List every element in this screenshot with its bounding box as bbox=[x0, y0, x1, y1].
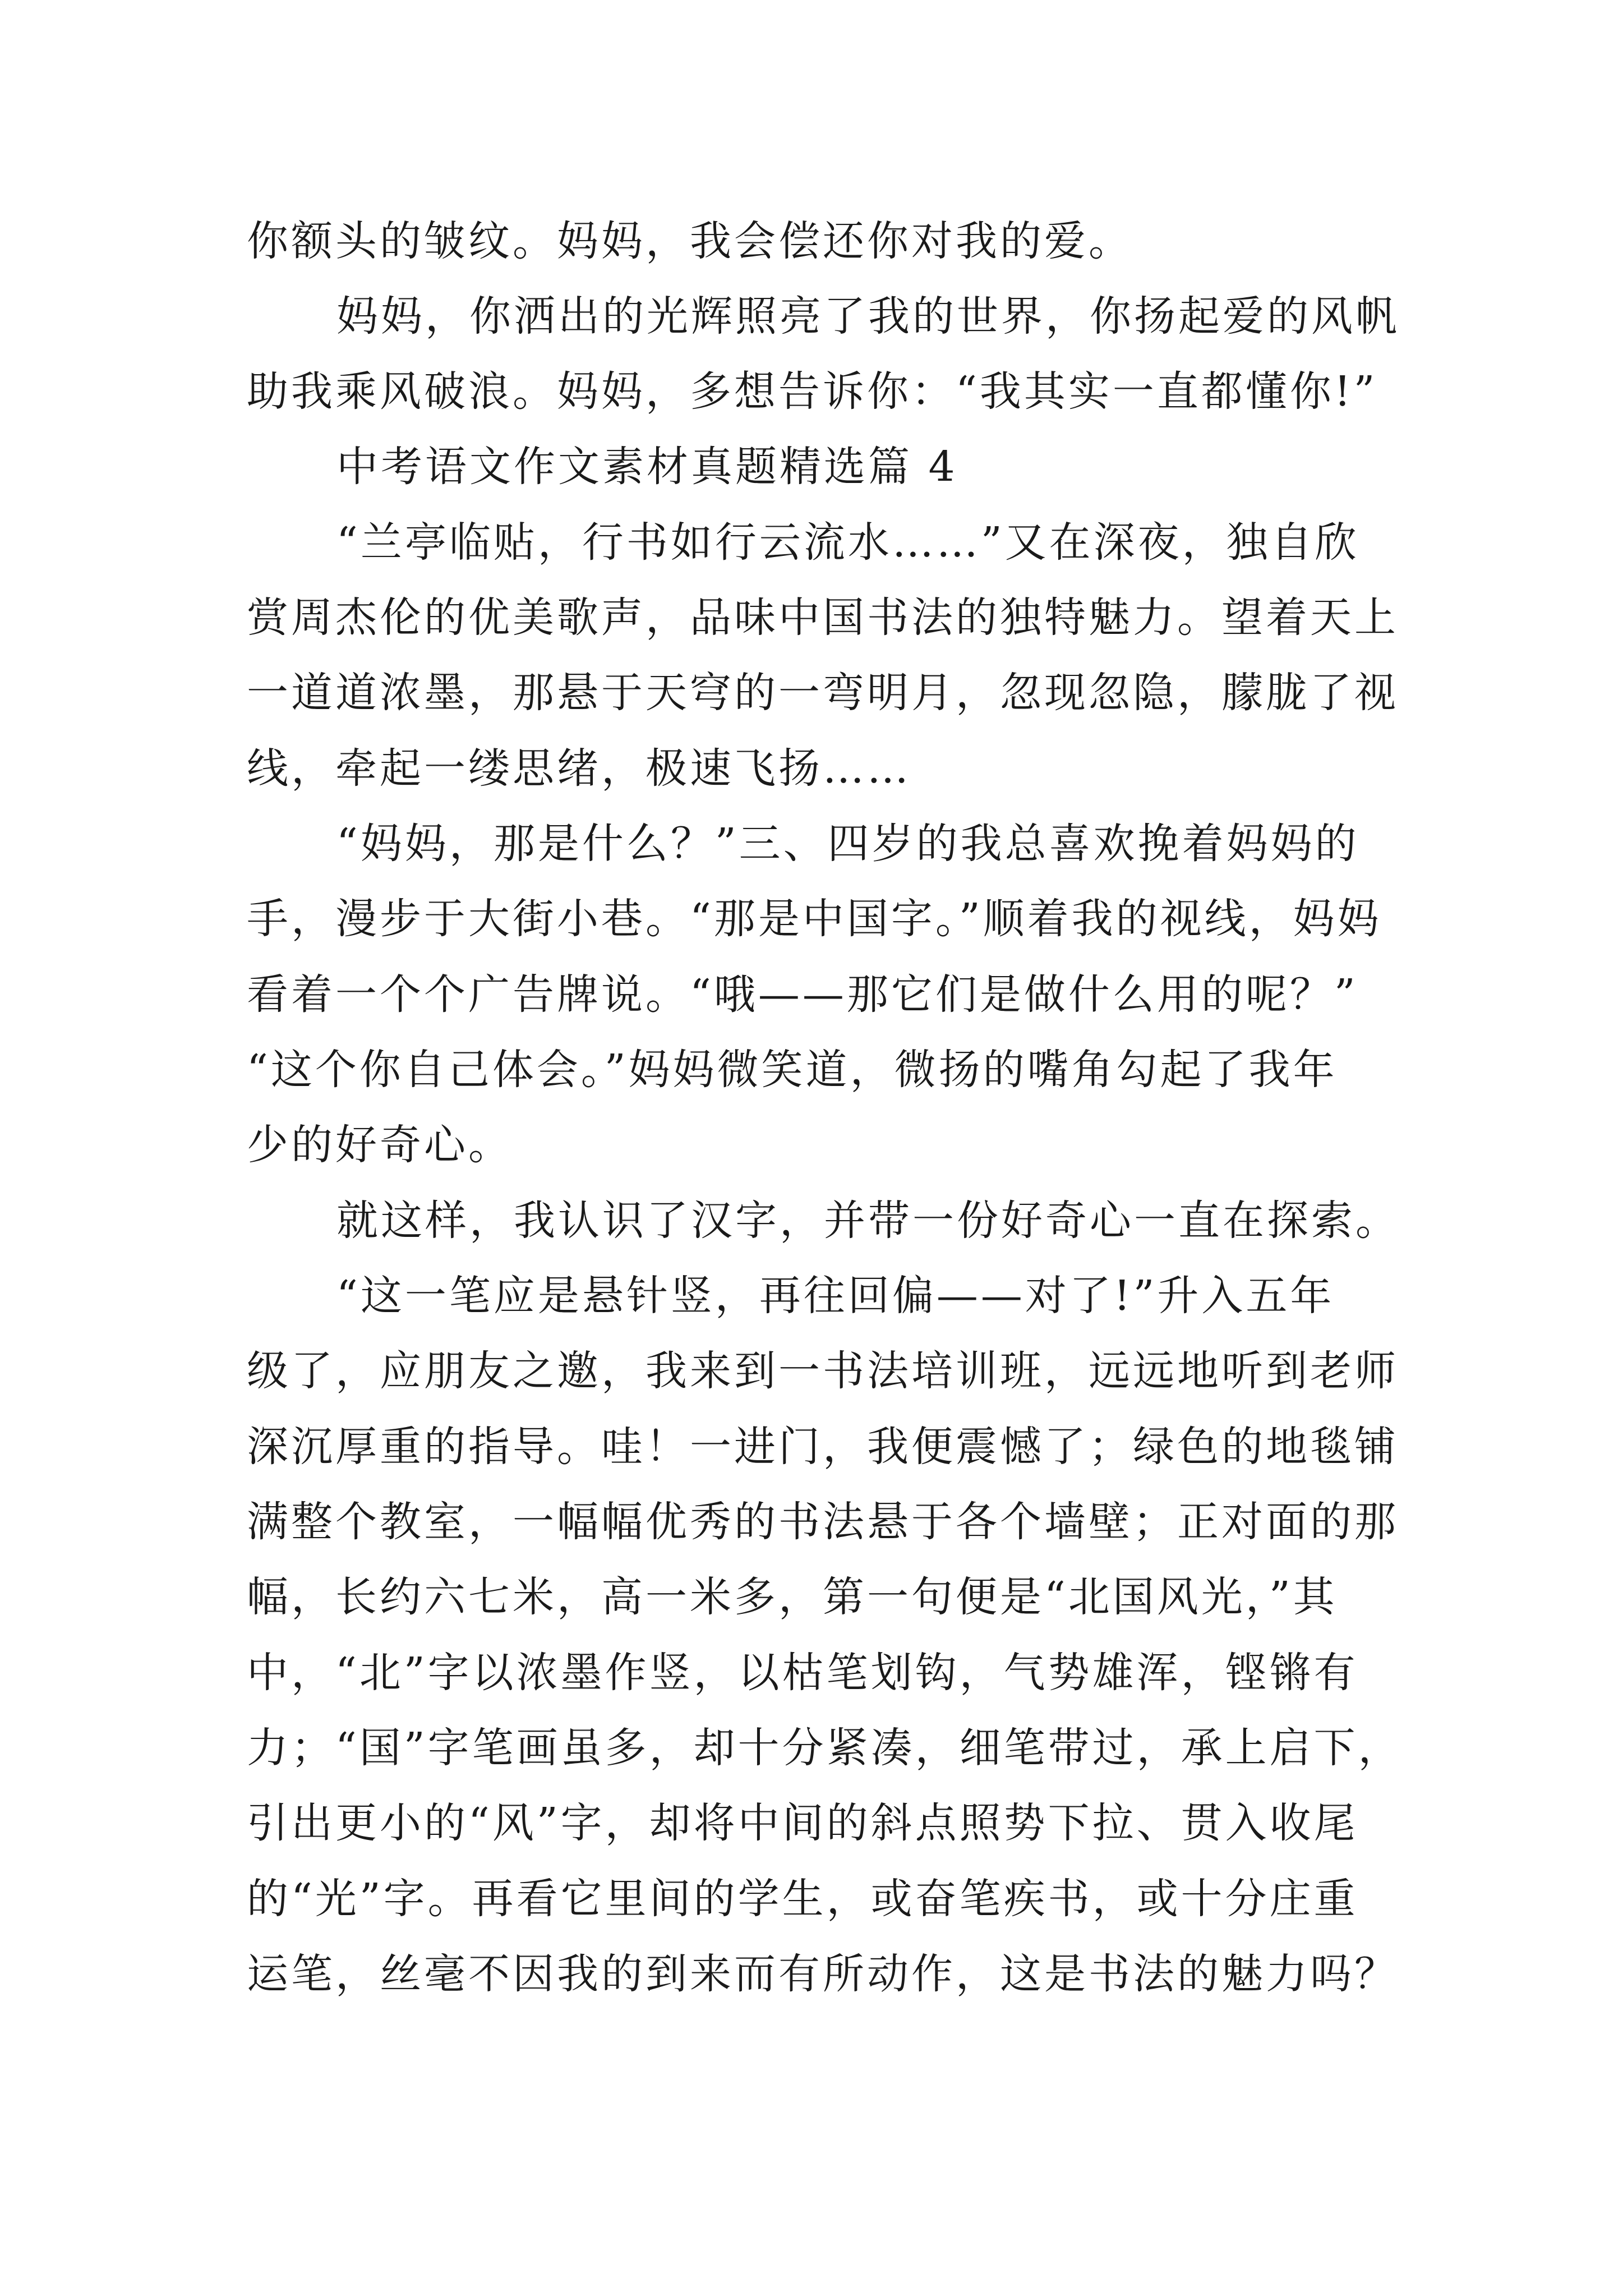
text-line: 满整个教室，一幅幅优秀的书法悬于各个墙壁；正对面的那 bbox=[247, 1498, 1399, 1546]
text-line: “这一笔应是悬针竖，再往回偏——对了!”升入五年 bbox=[336, 1272, 1335, 1320]
text-line: 运笔，丝毫不因我的到来而有所动作，这是书法的魅力吗？ bbox=[247, 1950, 1399, 1998]
text-line: 级了，应朋友之邀，我来到一书法培训班，远远地听到老师 bbox=[247, 1347, 1399, 1395]
text-line: 引出更小的“风”字，却将中间的斜点照势下拉、贯入收尾 bbox=[247, 1799, 1358, 1847]
text-line: “兰亭临贴，行书如行云流水……”又在深夜，独自欣 bbox=[336, 518, 1359, 567]
text-line: 就这样，我认识了汉字，并带一份好奇心一直在探索。 bbox=[336, 1197, 1400, 1245]
text-line: 深沉厚重的指导。哇！一进门，我便震憾了；绿色的地毯铺 bbox=[247, 1423, 1399, 1471]
text-line: 妈妈，你洒出的光辉照亮了我的世界，你扬起爱的风帆 bbox=[336, 292, 1400, 341]
text-line: 的“光”字。再看它里间的学生，或奋笔疾书，或十分庄重 bbox=[247, 1875, 1358, 1923]
text-line: 赏周杰伦的优美歌声，品味中国书法的独特魅力。望着天上 bbox=[247, 593, 1399, 642]
text-line: 手，漫步于大街小巷。“那是中国字。”顺着我的视线，妈妈 bbox=[247, 895, 1382, 943]
text-line: “这个你自己体会。”妈妈微笑道，微扬的嘴角勾起了我年 bbox=[247, 1046, 1338, 1094]
text-line: “妈妈，那是什么？”三、四岁的我总喜欢挽着妈妈的 bbox=[336, 820, 1359, 868]
text-line: 看着一个个广告牌说。“哦——那它们是做什么用的呢？” bbox=[247, 970, 1358, 1019]
text-line: 中，“北”字以浓墨作竖，以枯笔划钩，气势雄浑，铿锵有 bbox=[247, 1649, 1358, 1697]
section-heading: 中考语文作文素材真题精选篇 4 bbox=[336, 443, 958, 491]
text-line: 力；“国”字笔画虽多，却十分紧凑，细笔带过，承上启下， bbox=[247, 1724, 1403, 1772]
text-line: 幅，长约六七米，高一米多，第一句便是“北国风光，”其 bbox=[247, 1573, 1338, 1621]
text-line: 少的好奇心。 bbox=[247, 1121, 513, 1169]
text-line: 你额头的皱纹。妈妈，我会偿还你对我的爱。 bbox=[247, 217, 1133, 265]
text-line: 助我乘风破浪。妈妈，多想告诉你：“我其实一直都懂你!” bbox=[247, 367, 1378, 416]
text-line: 一道道浓墨，那悬于天穹的一弯明月，忽现忽隐，朦胧了视 bbox=[247, 669, 1399, 717]
text-line: 线，牵起一缕思绪，极速飞扬…… bbox=[247, 744, 911, 793]
